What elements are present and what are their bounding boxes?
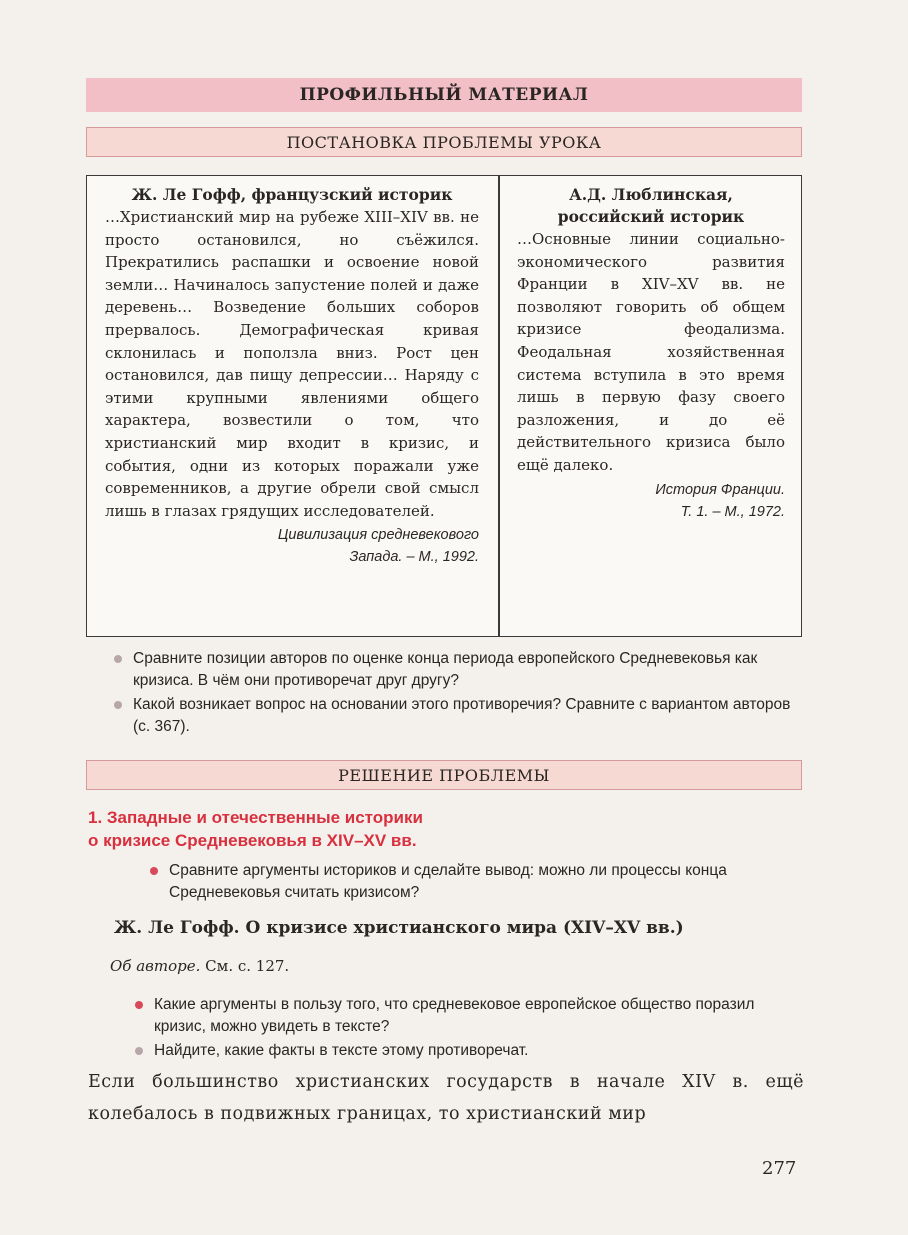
source-reference-line2: Т. 1. – М., 1972. [680,503,785,520]
document-title: Ж. Ле Гофф. О кризисе христианского мира (XIV–XV вв.) [114,918,684,938]
source-reference-line1: История Франции. [655,481,785,498]
bullet-icon [114,701,122,709]
column-divider [498,176,500,636]
problem-statement-banner [86,127,802,157]
question-text: Найдите, какие факты в тексте этому противоречат. [154,1042,529,1059]
source-quote: …Основные линии социально-экономического развития Франции в XIV–XV вв. не позволяют говорить об общем кризисе феодализма. Феодальная хозяйственная система вступила в это время лишь в первую фазу своего разложения, и до её действительного кризиса было ещё далеко. [517,230,785,474]
question-text: Сравните позиции авторов по оценке конца периода европейского Средневековья как кризиса. В чём они противоречат друг другу? [133,650,758,689]
problem-statement-label: ПОСТАНОВКА ПРОБЛЕМЫ УРОКА [286,132,602,152]
solution-label: РЕШЕНИЕ ПРОБЛЕМЫ [338,765,550,785]
profile-material-banner [86,78,802,112]
question-arising-issue [112,694,808,738]
source-le-goff [105,184,479,568]
bullet-icon [135,1001,143,1009]
source-reference-line1: Цивилизация средневекового [277,527,479,544]
document-body-text: Если большинство христианских государств в начале XIV в. ещё колебалось в подвижных границах, то христианский мир [88,1072,804,1124]
sources-table [86,175,802,637]
source-reference [517,479,785,523]
bullet-icon [114,655,122,663]
bullet-icon [150,867,158,875]
about-author [110,957,289,975]
source-author-line2: российский историк [557,207,745,226]
source-reference [105,524,479,568]
source-author-line1: А.Д. Люблинская, [569,185,733,204]
question-arguments [133,994,808,1038]
bullet-icon [135,1047,143,1055]
solution-banner [86,760,802,790]
question-text: Какой возникает вопрос на основании этого противоречия? Сравните с вариантом авторов (с. 367). [133,696,791,735]
source-quote: …Христианский мир на рубеже XIII–XIV вв. не просто остановился, но съёжился. Прекратились распашки и освоение новой земли… Начиналось запустение полей и даже деревень… Возведение больших соборов прервалось. Демографическая кривая склонилась и поползла вниз. Рост цен остановился, дав пищу депрессии… Наряду с этими крупными явлениями общего характера, возвестили о том, что христианский мир входит в кризис, и события, одни из которых поражали уже современников, а другие обрели свой смысл лишь в глазах грядущих исследователей. [105,208,479,520]
task-text: Сравните аргументы историков и сделайте вывод: можно ли процессы конца Средневековья считать кризисом? [169,862,727,901]
question-facts [133,1040,808,1062]
profile-material-label: ПРОФИЛЬНЫЙ МАТЕРИАЛ [299,85,589,105]
page-number: 277 [762,1158,797,1179]
source-lyublinskaya [517,184,785,523]
section-title [88,806,688,852]
question-compare-positions [112,648,808,692]
question-text: Какие аргументы в пользу того, что средневековое европейское общество поразил кризис, можно увидеть в тексте? [154,996,755,1035]
task-compare-arguments [148,860,808,904]
about-label: Об авторе. [110,957,201,975]
source-reference-line2: Запада. – М., 1992. [349,549,479,566]
source-author: Ж. Ле Гофф, французский историк [131,185,453,204]
about-reference: См. с. 127. [200,957,290,975]
section-title-line1: 1. Западные и отечественные историки [88,808,423,827]
source-author [517,184,785,228]
section-title-line2: о кризисе Средневековья в XIV–XV вв. [88,831,417,850]
